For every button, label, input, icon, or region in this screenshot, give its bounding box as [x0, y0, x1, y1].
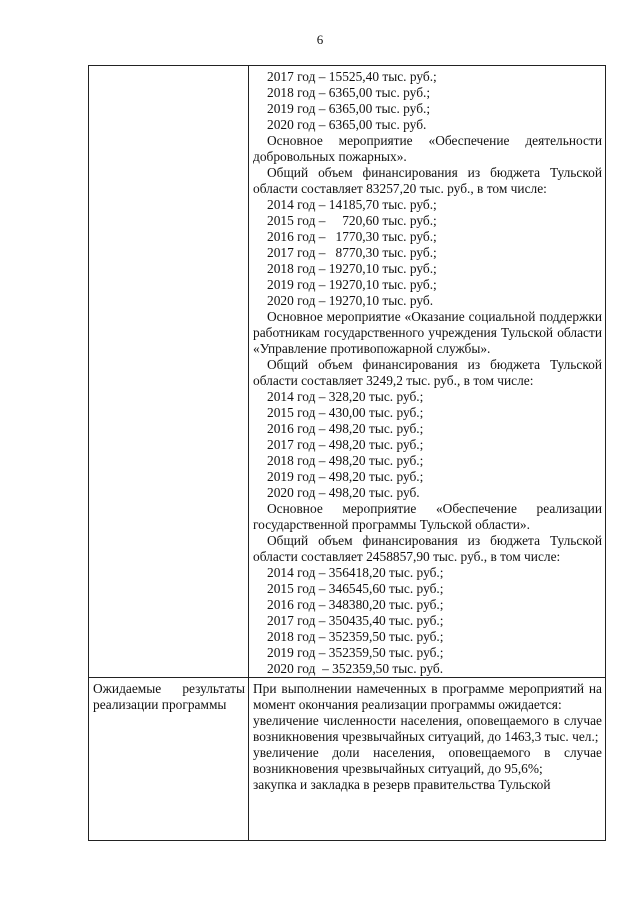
funding-year-line: 2016 год – 348380,20 тыс. руб.; — [267, 597, 444, 612]
funding-year-line: 2019 год – 19270,10 тыс. руб.; — [267, 277, 437, 292]
funding-year-line: 2020 год – 498,20 тыс. руб. — [267, 485, 420, 500]
funding-year-line: 2014 год – 14185,70 тыс. руб.; — [267, 197, 437, 212]
text-paragraph: закупка и закладка в резерв правительства Тульской — [253, 777, 551, 792]
funding-text — [249, 66, 605, 677]
funding-year-line: 2020 год – 352359,50 тыс. руб. — [267, 661, 444, 676]
text-paragraph: Общий объем финансирования из бюджета Тульской области составляет 83257,20 тыс. руб., в том числе: — [253, 165, 602, 196]
funding-year-line: 2014 год – 356418,20 тыс. руб.; — [267, 565, 444, 580]
funding-year-line: 2020 год – 19270,10 тыс. руб. — [267, 293, 434, 308]
funding-year-line: 2017 год – 350435,40 тыс. руб.; — [267, 613, 444, 628]
funding-year-line: 2019 год – 6365,00 тыс. руб.; — [267, 101, 431, 116]
text-paragraph: Основное мероприятие «Обеспечение реализации государственной программы Тульской области». — [253, 501, 602, 532]
funding-year-line: 2016 год – 498,20 тыс. руб.; — [267, 421, 424, 436]
text-paragraph: Общий объем финансирования из бюджета Тульской области составляет 2458857,90 тыс. руб., в том числе: — [253, 533, 602, 564]
text-paragraph: увеличение доли населения, оповещаемого в случае возникновения чрезвычайных ситуаций, до 95,6%; — [253, 745, 602, 776]
text-paragraph: Основное мероприятие «Обеспечение деятельности добровольных пожарных». — [253, 133, 602, 164]
funding-year-line: 2014 год – 328,20 тыс. руб.; — [267, 389, 424, 404]
funding-year-line: 2017 год – 8770,30 тыс. руб.; — [267, 245, 437, 260]
passport-table — [88, 65, 606, 841]
funding-year-line: 2017 год – 15525,40 тыс. руб.; — [267, 69, 437, 84]
funding-year-line: 2020 год – 6365,00 тыс. руб. — [267, 117, 427, 132]
text-paragraph: Общий объем финансирования из бюджета Тульской области составляет 3249,2 тыс. руб., в том числе: — [253, 357, 602, 388]
page-number: 6 — [316, 32, 324, 47]
funding-year-line: 2019 год – 498,20 тыс. руб.; — [267, 469, 424, 484]
right-cell-funding — [249, 66, 606, 678]
text-paragraph: При выполнении намеченных в программе мероприятий на момент окончания реализации программы ожидается: — [253, 681, 602, 712]
funding-year-line: 2018 год – 498,20 тыс. руб.; — [267, 453, 424, 468]
funding-year-line: 2018 год – 6365,00 тыс. руб.; — [267, 85, 431, 100]
results-text — [249, 678, 605, 793]
funding-year-line: 2018 год – 19270,10 тыс. руб.; — [267, 261, 437, 276]
funding-year-line: 2017 год – 498,20 тыс. руб.; — [267, 437, 424, 452]
table-row-results — [89, 678, 606, 841]
text-paragraph: Основное мероприятие «Оказание социальной поддержки работникам государственного учреждения Тульской области «Управление противопожарной службы». — [253, 309, 602, 356]
table-row-funding — [89, 66, 606, 678]
funding-year-line: 2018 год – 352359,50 тыс. руб.; — [267, 629, 444, 644]
left-label-funding — [89, 66, 248, 69]
funding-year-line: 2016 год – 1770,30 тыс. руб.; — [267, 229, 437, 244]
left-cell-results — [89, 678, 249, 841]
funding-year-line: 2019 год – 352359,50 тыс. руб.; — [267, 645, 444, 660]
funding-year-line: 2015 год – 720,60 тыс. руб.; — [267, 213, 437, 228]
left-cell-funding — [89, 66, 249, 678]
right-cell-results — [249, 678, 606, 841]
funding-year-line: 2015 год – 346545,60 тыс. руб.; — [267, 581, 444, 596]
funding-year-line: 2015 год – 430,00 тыс. руб.; — [267, 405, 424, 420]
results-label: Ожидаемые результаты реализации программы — [93, 681, 245, 712]
text-paragraph: увеличение численности населения, оповещаемого в случае возникновения чрезвычайных ситуаций, до 1463,3 тыс. чел.; — [253, 713, 602, 744]
